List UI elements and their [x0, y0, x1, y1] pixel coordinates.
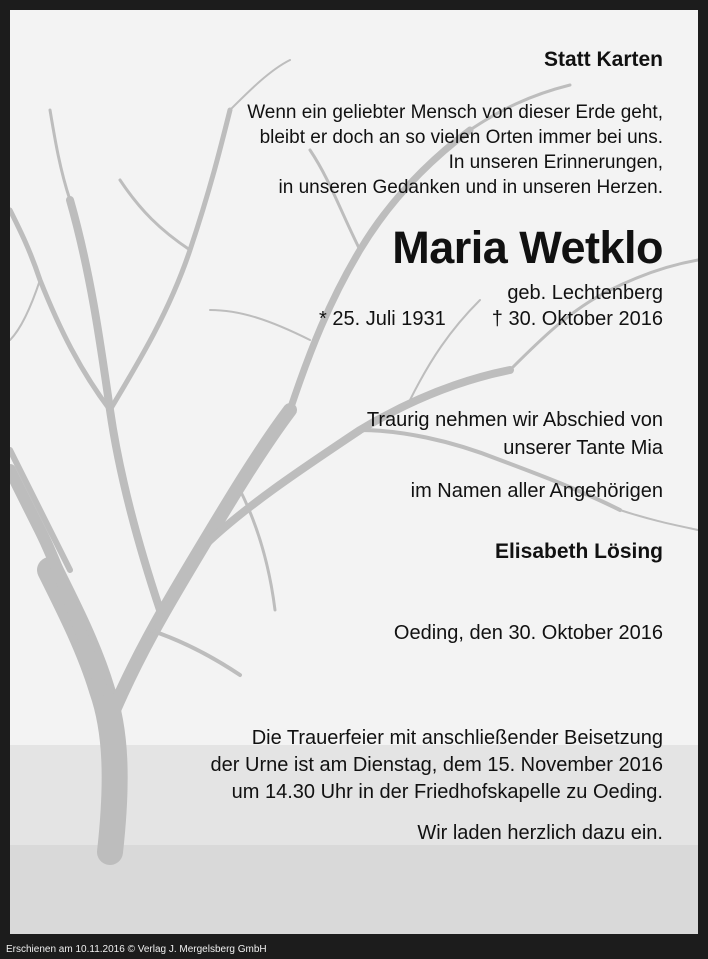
- ceremony-text: [211, 725, 663, 806]
- birth-date: * 25. Juli 1931: [319, 308, 446, 330]
- publication-footer: Erschienen am 10.11.2016 © Verlag J. Mergelsberg GmbH: [6, 944, 267, 955]
- notice-text: [10, 10, 663, 934]
- life-dates: [319, 308, 663, 331]
- poem-line: Wenn ein geliebter Mensch von dieser Erde geht,: [247, 102, 663, 123]
- poem-line: In unseren Erinnerungen,: [448, 152, 663, 173]
- death-date: † 30. Oktober 2016: [491, 308, 663, 330]
- birth-name: geb. Lechtenberg: [507, 282, 663, 304]
- poem: [247, 100, 663, 200]
- obituary-card: [10, 10, 698, 934]
- invitation-text: Wir laden herzlich dazu ein.: [417, 822, 663, 844]
- ceremony-line: Die Trauerfeier mit anschließender Beisetzung: [251, 727, 663, 749]
- farewell-line: Traurig nehmen wir Abschied von: [366, 409, 663, 431]
- on-behalf-text: im Namen aller Angehörigen: [410, 480, 663, 502]
- poem-line: bleibt er doch an so vielen Orten immer bei uns.: [259, 127, 663, 148]
- deceased-name: Maria Wetklo: [392, 222, 663, 273]
- ceremony-line: um 14.30 Uhr in der Friedhofskapelle zu Oeding.: [231, 781, 663, 803]
- header-statt-karten: Statt Karten: [543, 48, 663, 71]
- poem-line: in unseren Gedanken und in unseren Herzen.: [278, 177, 663, 198]
- place-date: Oeding, den 30. Oktober 2016: [393, 622, 663, 644]
- farewell-text: [367, 406, 663, 462]
- ceremony-line: der Urne ist am Dienstag, dem 15. November 2016: [210, 754, 663, 776]
- farewell-line: unserer Tante Mia: [503, 437, 663, 459]
- signer-name: Elisabeth Lösing: [494, 540, 663, 563]
